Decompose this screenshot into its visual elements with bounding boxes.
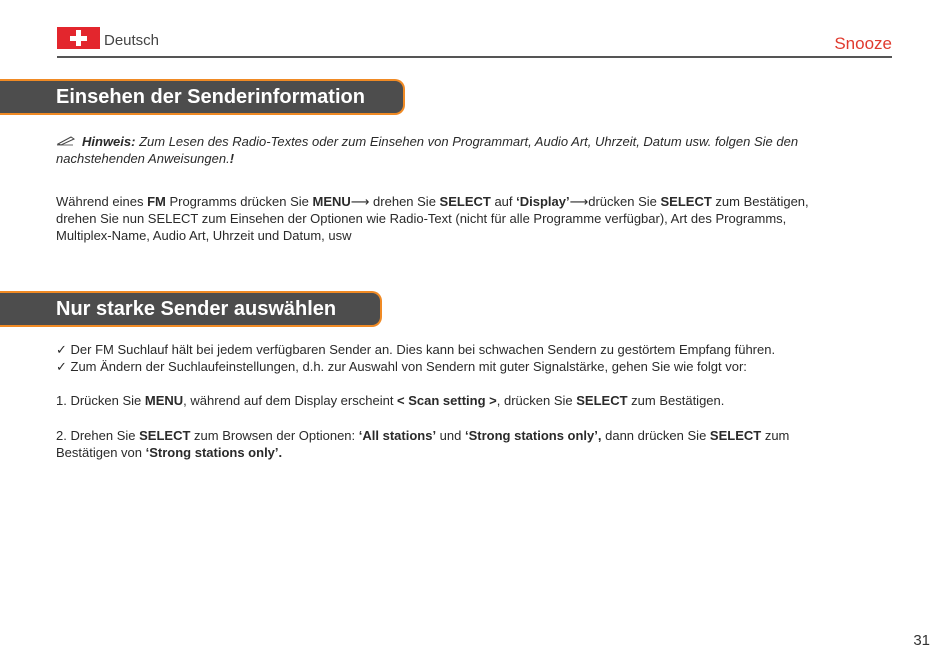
text: , während auf dem Display erscheint — [183, 393, 398, 408]
section-title-station-info: Einsehen der Senderinformation — [0, 79, 405, 115]
instruction-paragraph — [56, 193, 816, 244]
text: dann drücken Sie — [601, 428, 710, 443]
text: 2. Drehen Sie — [56, 428, 140, 443]
text: zum Bestätigen von — [56, 428, 790, 460]
text: zum Bestätigen. — [627, 393, 725, 408]
language-label: Deutsch — [104, 32, 160, 49]
note-paragraph — [56, 133, 816, 167]
swiss-flag-icon — [57, 27, 100, 49]
page-number: 31 — [913, 632, 930, 649]
text: 1. Drücken Sie — [56, 393, 145, 408]
note-pen-icon — [56, 133, 82, 150]
text: zum Bestätigen, drehen Sie nun SELECT zum Einsehen der Optionen wie Radio-Text (nicht für alle Programme verfügbar), Art des Programms, Multiplex-Name, Audio Art, Uhrzeit und Datum, usw — [56, 194, 809, 243]
bold-all-stations: ‘All stations’ — [358, 428, 437, 443]
bold-scan-setting: < Scan setting > — [397, 393, 497, 408]
check-item: ✓ Zum Ändern der Suchlaufeinstellungen, d.h. zur Auswahl von Sendern mit guter Signalstärke, gehen Sie wie folgt vor: — [56, 359, 747, 374]
note-end: ! — [229, 151, 235, 166]
bold-select: SELECT — [439, 194, 491, 209]
check-item: ✓ Der FM Suchlauf hält bei jedem verfügbaren Sender an. Dies kann bei schwachen Sendern zu gestörtem Empfang führen. — [56, 342, 776, 357]
bold-select: SELECT — [660, 194, 712, 209]
checklist — [56, 341, 816, 375]
text: , drücken Sie — [496, 393, 577, 408]
bold-fm: FM — [147, 194, 166, 209]
step-1 — [56, 392, 816, 409]
note-text: Zum Lesen des Radio-Textes oder zum Einsehen von Programmart, Audio Art, Uhrzeit, Datum usw. folgen Sie den nachstehenden Anweisungen. — [56, 134, 799, 166]
text: ⟶drücken Sie — [569, 194, 661, 209]
bold-display: ‘Display’ — [516, 194, 570, 209]
text: ⟶ drehen Sie — [350, 194, 440, 209]
text: auf — [490, 194, 517, 209]
text: und — [436, 428, 465, 443]
bold-select: SELECT — [576, 393, 628, 408]
bold-strong-stations: ‘Strong stations only’, — [464, 428, 602, 443]
text: Während eines — [56, 194, 148, 209]
bold-menu: MENU — [144, 393, 184, 408]
text: Programms drücken Sie — [165, 194, 313, 209]
step-2 — [56, 427, 816, 461]
note-label: Hinweis: — [82, 134, 136, 149]
text: zum Browsen der Optionen: — [190, 428, 359, 443]
bold-menu: MENU — [312, 194, 351, 209]
section-title-strong-stations: Nur starke Sender auswählen — [0, 291, 382, 327]
bold-select: SELECT — [709, 428, 762, 443]
bold-strong-stations: ‘Strong stations only’. — [145, 445, 283, 460]
chapter-title: Snooze — [834, 34, 892, 53]
header-divider — [57, 56, 892, 58]
bold-select: SELECT — [139, 428, 191, 443]
